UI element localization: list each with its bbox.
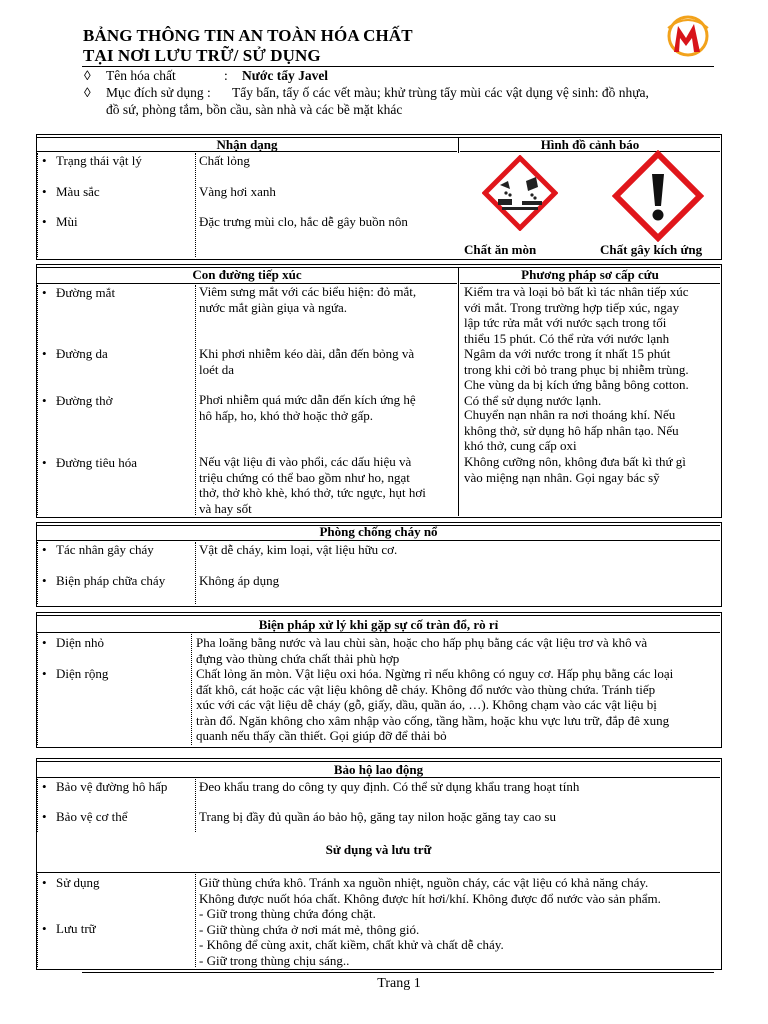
exclamation-pictogram-icon [612, 150, 704, 242]
warning-header: Hình đồ cảnh báo [540, 137, 640, 152]
aid-breathing: Chuyển nạn nhân ra nơi thoáng khí. Nếu không thở, sử dụng hô hấp nhân tạo. Nếu khó thở, cung cấp oxi [464, 407, 679, 453]
purpose-line-1: Tẩy bẩn, tẩy ố các vết màu; khử trùng tẩy mùi các vật dụng vệ sinh: đồ nhựa, [232, 85, 649, 100]
ppe-header: Bảo hộ lao động [333, 762, 424, 777]
purpose-line-2: đồ sứ, phòng tắm, bồn cầu, sàn nhà và các bề mặt khác [106, 102, 403, 117]
storage-header: Sử dụng và lưu trữ [325, 842, 432, 857]
diamond-bullet: ◊ [84, 85, 91, 100]
id-value-state: Chất lỏng [199, 153, 250, 168]
exposure-col-divider [458, 267, 459, 516]
bullet: • [42, 153, 47, 168]
ppe-label-body: Bảo vệ cơ thể [56, 809, 128, 824]
chemical-name-value: Nước tẩy Javel [242, 68, 329, 83]
spill-label-small: Diện nhỏ [56, 635, 105, 650]
header-divider [458, 137, 459, 153]
purpose-label: Mục đích sử dụng : [106, 85, 211, 100]
ppe-value-body: Trang bị đầy đủ quần áo bảo hộ, găng tay nilon hoặc găng tay cao su [199, 809, 556, 824]
section-double-rule [37, 615, 720, 616]
fire-label-source: Tác nhân gây cháy [56, 542, 154, 557]
col-dotted-line [195, 874, 196, 967]
route-eye: Đường mắt [56, 285, 116, 300]
ppe-label-respiratory: Bảo vệ đường hô hấp [56, 779, 168, 794]
id-label-state: Trạng thái vật lý [56, 153, 142, 168]
bullet: • [42, 666, 47, 681]
bullet: • [42, 809, 47, 824]
diamond-bullet: ◊ [84, 68, 91, 83]
corrosive-pictogram-icon [482, 155, 558, 231]
route-skin: Đường da [56, 346, 108, 361]
col-dotted-line [195, 153, 196, 257]
storage-header-rule [37, 872, 720, 873]
id-value-odor: Đặc trưng mùi clo, hắc dễ gây buồn nôn [199, 214, 408, 229]
bullet: • [42, 346, 47, 361]
row-dotted-line [37, 153, 38, 257]
ppe-value-respiratory: Đeo khẩu trang do công ty quy định. Có thể sử dụng khẩu trang hoạt tính [199, 779, 580, 794]
id-label-color: Màu sắc [56, 184, 100, 199]
identification-header: Nhận dạng [216, 137, 278, 152]
company-logo [664, 14, 714, 60]
bullet: • [42, 635, 47, 650]
bullet: • [42, 285, 47, 300]
id-label-odor: Mùi [56, 214, 78, 229]
first-aid-header: Phương pháp sơ cấp cứu [521, 267, 659, 282]
spill-label-large: Diện rộng [56, 666, 109, 681]
page-number: Trang 1 [377, 976, 421, 991]
fire-header-rule [37, 540, 720, 541]
effect-breathing: Phơi nhiễm quá mức dẫn đến kích ứng hệ hô hấp, ho, khó thở hoặc thở gấp. [199, 392, 416, 423]
aid-eye: Kiểm tra và loại bỏ bất kì tác nhân tiếp xúc với mắt. Trong trường hợp tiếp xúc, ngay lập tức rửa mắt với nước sạch trong tối thiểu 15 phút. Có thể rửa với nước lạnh [464, 284, 689, 346]
aid-skin: Ngâm da với nước trong ít nhất 15 phút trong khi cởi bỏ trang phục bị nhiễm trùng. Che vùng da bị kích ứng bằng bông cotton. Có thể sử dụng nước lạnh. [464, 346, 689, 408]
effect-ingestion: Nếu vật liệu đi vào phổi, các dấu hiệu và triệu chứng có thể bao gồm như ho, ngạt thở, thở khò khè, khó thở, tức ngực, hụt hơi và hay sốt [199, 454, 426, 516]
bullet: • [42, 921, 47, 936]
document-title: BẢNG THÔNG TIN AN TOÀN HÓA CHẤT [83, 26, 413, 45]
row-dotted-line [37, 634, 38, 745]
col-dotted-line [195, 779, 196, 832]
storage-label-use: Sử dụng [56, 875, 100, 890]
document-subtitle: TẠI NƠI LƯU TRỮ/ SỬ DỤNG [83, 46, 321, 65]
storage-instructions: Giữ thùng chứa khô. Tránh xa nguồn nhiệt, nguồn cháy, các vật liệu có khả năng cháy. Không được nuốt hóa chất. Không được hít hơi/khí. Không được đổ nước vào sản phẩm. - Giữ trong thùng chứa đóng chặt. - Giữ thùng chứa ở nơi mát mẻ, thông gió. - Không để cùng axit, chất kiềm, chất khử và chất dễ cháy. - Giữ trong thùng chịu sáng.. [199, 875, 661, 968]
footer-rule [82, 972, 714, 973]
exposure-header: Con đường tiếp xúc [192, 267, 302, 282]
bullet: • [42, 455, 47, 470]
row-dotted-line [37, 779, 38, 832]
spill-value-large: Chất lỏng ăn mòn. Vật liệu oxi hóa. Ngừng rỉ nếu không có nguy cơ. Hấp phụ bằng các loại đất khô, cát hoặc các vật liệu không dễ cháy. Không đổ nước vào thùng chứa. Tránh tiếp xúc với các vật liệu dễ cháy (gỗ, giấy, dầu, quần áo, …). Không chạm vào các vật liệu bị tràn đổ. Ngăn không cho xâm nhập vào cống, tầng hầm, hoặc khu vực lưu trữ, đắp đê xung quanh nếu thấy cần thiết. Gọi giúp đỡ để thải bỏ [196, 666, 674, 743]
effect-skin: Khi phơi nhiễm kéo dài, dẫn đến bỏng và loét da [199, 346, 415, 377]
col-dotted-line [195, 285, 196, 515]
bullet: • [42, 542, 47, 557]
bullet: • [42, 184, 47, 199]
effect-eye: Viêm sưng mắt với các biểu hiện: đỏ mắt, nước mắt giàn giụa và ngứa. [199, 284, 417, 315]
fire-value-measure: Không áp dụng [199, 573, 280, 588]
title-rule [82, 66, 714, 67]
spill-header: Biện pháp xử lý khi gặp sự cố tràn đổ, rò rỉ [258, 617, 499, 632]
spill-value-small: Pha loãng bằng nước và lau chùi sàn, hoặc cho hấp phụ bằng các vật liệu trơ và khô và đựng vào thùng chứa chất thải phù hợp [196, 635, 648, 666]
chemical-name-label: Tên hóa chất [106, 68, 176, 83]
corrosive-label: Chất ăn mòn [464, 242, 537, 257]
route-breathing: Đường thở [56, 393, 113, 408]
bullet: • [42, 573, 47, 588]
row-dotted-line [37, 874, 38, 967]
bullet: • [42, 393, 47, 408]
fire-label-measure: Biện pháp chữa cháy [56, 573, 166, 588]
row-dotted-line [37, 285, 38, 515]
bullet: • [42, 875, 47, 890]
storage-label-store: Lưu trữ [56, 921, 96, 936]
fire-value-source: Vật dễ cháy, kim loại, vật liệu hữu cơ. [199, 542, 398, 557]
chemical-name-separator: : [224, 68, 228, 83]
aid-ingestion: Không cưỡng nôn, không đưa bất kì thứ gì vào miệng nạn nhân. Gọi ngay bác sỹ [464, 454, 686, 485]
id-value-color: Vàng hơi xanh [199, 184, 276, 199]
bullet: • [42, 214, 47, 229]
row-dotted-line [37, 542, 38, 604]
col-dotted-line [191, 634, 192, 745]
irritant-label: Chất gây kích ứng [600, 242, 703, 257]
bullet: • [42, 779, 47, 794]
fire-header: Phòng chống cháy nổ [319, 524, 438, 539]
col-dotted-line [195, 542, 196, 604]
route-ingestion: Đường tiêu hóa [56, 455, 138, 470]
